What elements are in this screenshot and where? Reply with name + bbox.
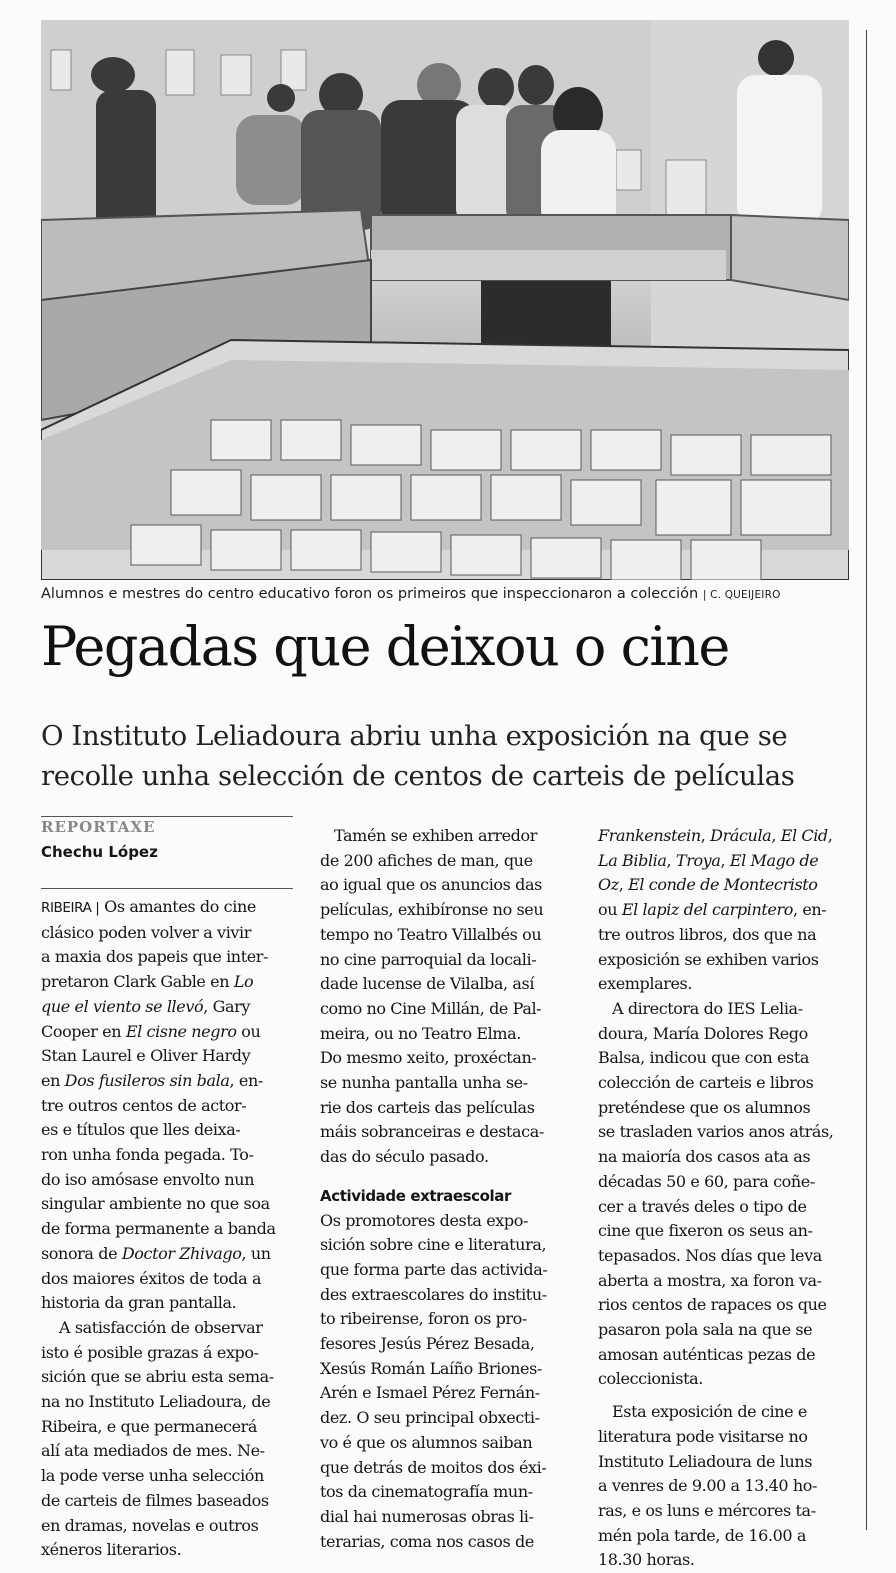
text-line: Xesús Román Laíño Briones- [320, 1358, 542, 1378]
text-line: como no Cine Millán, de Pal- [320, 998, 542, 1018]
text-line: tre outros libros, dos que na [598, 924, 817, 944]
text-line: dos maiores éxitos de toda a [41, 1268, 262, 1288]
text-line: fesores Jesús Pérez Besada, [320, 1334, 535, 1354]
text-line: meira, ou no Teatro Elma. [320, 1023, 521, 1043]
text-line: Frankenstein, Drácula, El Cid, [598, 826, 833, 845]
section-label: REPORTAXE [41, 818, 156, 836]
text-line: pretaron Clark Gable en Lo [41, 972, 254, 992]
text-line: se nunha pantalla unha se- [320, 1073, 528, 1093]
author-byline: Chechu López [41, 843, 158, 861]
text-line: des extraescolares do institu- [320, 1284, 547, 1304]
text-line: cine que fixeron os seus an- [598, 1221, 813, 1241]
text-line: das do século pasado. [320, 1147, 489, 1167]
text-line: Stan Laurel e Oliver Hardy [41, 1046, 251, 1066]
text-line: amosan auténticas pezas de [598, 1344, 816, 1364]
text-line: RIBEIRA | Os amantes do cine [41, 897, 256, 916]
text-line: que el viento se llevó, Gary [41, 996, 250, 1016]
photo-credit: | C. QUEIJEIRO [702, 589, 781, 601]
text-line: tempo no Teatro Villalbés ou [320, 924, 542, 944]
text-line: na maioría dos casos ata as [598, 1147, 811, 1167]
text-line: que detrás de moitos dos éxi- [320, 1457, 547, 1477]
article-column-1 [41, 895, 276, 1563]
text-line: sición que se abriu esta sema- [41, 1367, 274, 1387]
text-line: rie dos carteis das películas [320, 1097, 535, 1117]
text-line: máis sobranceiras e destaca- [320, 1122, 544, 1142]
text-line: Instituto Leliadoura de luns [598, 1451, 813, 1471]
text-line: Esta exposición de cine e [612, 1402, 807, 1422]
article-column-3 [598, 824, 833, 1573]
text-line: es e títulos que lles deixa- [41, 1120, 241, 1140]
text-line: tos da cinematografía mun- [320, 1482, 533, 1502]
text-line: xéneros literarios. [41, 1540, 182, 1560]
page-edge-line [866, 30, 867, 1530]
text-line: sición sobre cine e literatura, [320, 1235, 547, 1255]
article-photo [41, 20, 849, 580]
subhead-line: O Instituto Leliadoura abriu unha exposición na que se [41, 720, 788, 752]
text-line: a venres de 9.00 a 13.40 ho- [598, 1476, 818, 1496]
text-line: na no Instituto Leliadoura, de [41, 1392, 271, 1412]
text-line: Os promotores desta expo- [320, 1210, 528, 1230]
text-line: alí ata mediados de mes. Ne- [41, 1441, 265, 1461]
text-line: singular ambiente no que soa [41, 1194, 270, 1214]
text-line: dade lucense de Vilalba, así [320, 974, 535, 994]
text-line: la pode verse unha selección [41, 1466, 264, 1486]
text-line: se trasladen varios anos atrás, [598, 1122, 834, 1142]
text-line: clásico poden volver a vivir [41, 922, 252, 942]
text-line: a maxia dos papeis que inter- [41, 947, 269, 967]
text-line: doura, María Dolores Rego [598, 1023, 808, 1043]
text-line: películas, exhibíronse no seu [320, 900, 544, 920]
text-line: do iso amósase envolto nun [41, 1169, 255, 1189]
text-line: en Dos fusileros sin bala, en- [41, 1070, 263, 1090]
text-line: en dramas, novelas e outros [41, 1515, 259, 1535]
text-line: isto é posible grazas á expo- [41, 1342, 259, 1362]
text-line: de carteis de filmes baseados [41, 1490, 269, 1510]
text-line: La Biblia, Troya, El Mago de [598, 850, 819, 870]
subhead-line: recolle unha selección de centos de carteis de películas [41, 760, 795, 792]
text-line: ras, e os luns e mércores ta- [598, 1500, 816, 1520]
text-line: décadas 50 e 60, para coñe- [598, 1171, 815, 1191]
article-column-2 [320, 824, 547, 1554]
text-line: de 200 afiches de man, que [320, 850, 533, 870]
text-line: Arén e Ismael Pérez Fernán- [320, 1383, 540, 1403]
text-line: mén pola tarde, de 16.00 a [598, 1525, 806, 1545]
text-line: ou El lapiz del carpintero, en- [598, 900, 827, 920]
dateline: RIBEIRA | [41, 900, 100, 916]
subhead [41, 716, 861, 796]
text-line: dez. O seu principal obxecti- [320, 1408, 540, 1428]
text-line: terarias, coma nos casos de [320, 1531, 534, 1551]
text-line: colección de carteis e libros [598, 1073, 814, 1093]
text-line: pasaron pola sala na que se [598, 1320, 813, 1340]
text-line: Do mesmo xeito, proxéctan- [320, 1048, 537, 1068]
text-line: rios centos de rapaces os que [598, 1295, 827, 1315]
text-line: aberta a mostra, xa foron va- [598, 1270, 822, 1290]
text-line: vo é que os alumnos saiban [320, 1432, 533, 1452]
text-line: exposición se exhiben varios [598, 949, 819, 969]
text-line: Balsa, indicou que con esta [598, 1048, 810, 1068]
text-line: ao igual que os anuncios das [320, 875, 542, 895]
text-line: literatura pode visitarse no [598, 1426, 808, 1446]
text-line: A satisfacción de observar [59, 1317, 263, 1337]
text-line: no cine parroquial da locali- [320, 949, 537, 969]
text-line: dial hai numerosas obras li- [320, 1506, 534, 1526]
text-line: de forma permanente a banda [41, 1219, 276, 1239]
text-line: ron unha fonda pegada. To- [41, 1145, 254, 1165]
text-line: Cooper en El cisne negro ou [41, 1021, 261, 1041]
text-line: cer a través deles o tipo de [598, 1196, 807, 1216]
section-rule [41, 816, 293, 817]
text-line: preténdese que os alumnos [598, 1097, 811, 1117]
text-line: 18.30 horas. [598, 1550, 695, 1570]
text-line: Tamén se exhiben arredor [334, 826, 538, 845]
text-line: exemplares. [598, 974, 693, 994]
byline-rule [41, 888, 293, 889]
caption-text: Alumnos e mestres do centro educativo foron os primeiros que inspeccionaron a colección [41, 586, 699, 602]
section-subtitle: Actividade extraescolar [320, 1186, 512, 1205]
text-line: Ribeira, e que permanecerá [41, 1416, 258, 1436]
text-line: historia da gran pantalla. [41, 1293, 237, 1313]
text-line: que forma parte das activida- [320, 1259, 548, 1279]
text-line: tepasados. Nos días que leva [598, 1245, 822, 1265]
text-line: coleccionista. [598, 1369, 703, 1389]
headline: Pegadas que deixou o cine [41, 615, 729, 678]
text-line: tre outros centos de actor- [41, 1095, 247, 1115]
text-line: Oz, El conde de Montecristo [598, 875, 818, 895]
text-line: sonora de Doctor Zhivago, un [41, 1243, 271, 1263]
text-line: to ribeirense, foron os pro- [320, 1309, 527, 1329]
text-line: A directora do IES Lelia- [612, 998, 803, 1018]
photo-caption [41, 586, 861, 602]
